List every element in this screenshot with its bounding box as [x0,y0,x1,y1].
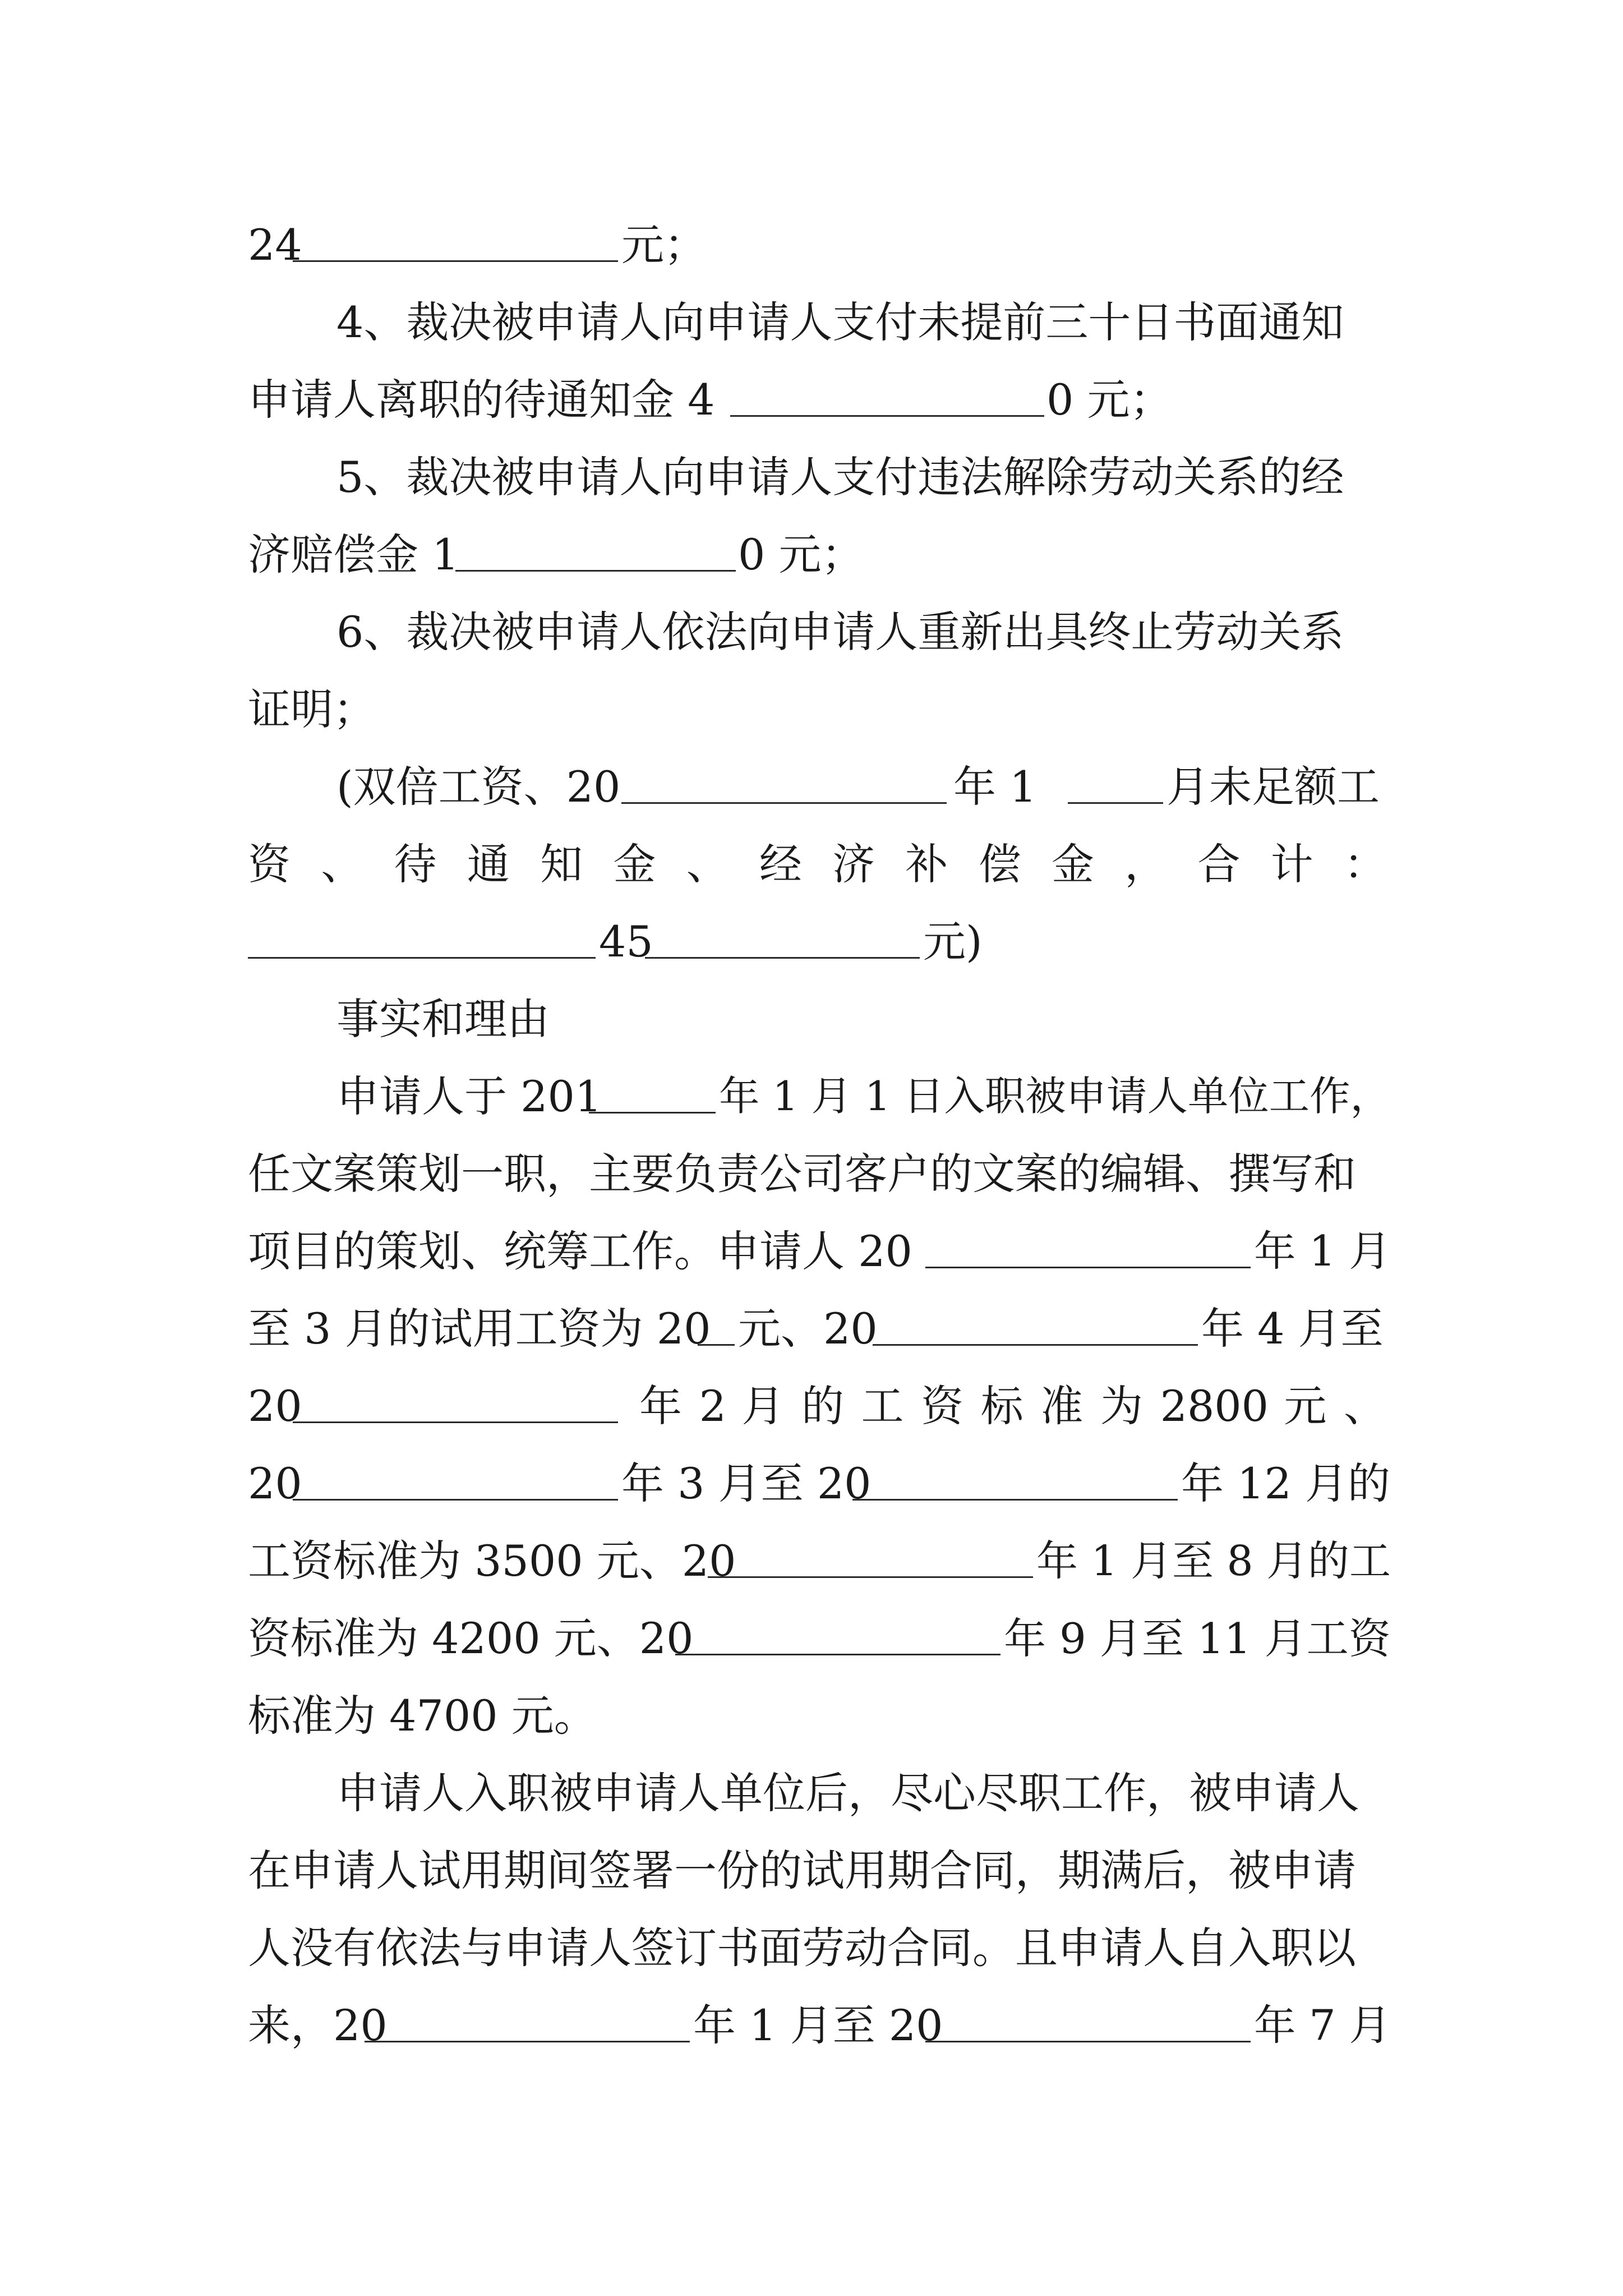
text-segment: (双倍工资、20 [336,762,621,812]
text-segment: 至 3 月的试用工资为 20 [248,1304,711,1354]
text-segment: 事实和理由 [336,994,550,1044]
text-line [0,441,1623,514]
text-line [0,1912,1623,1985]
text-line [0,1989,1623,2062]
text-line [0,1680,1623,1752]
text-line [0,1370,1623,1443]
text-line [0,1060,1623,1133]
text-line [0,1602,1623,1675]
text-segment: 元； [621,220,707,270]
text-segment: 年 4 月至 [1201,1304,1384,1354]
text-segment: 人没有依法与申请人签订书面劳动合同。且申请人自入职以 [248,1923,1356,1973]
text-line [0,209,1623,282]
text-line [0,1447,1623,1520]
text-segment: 年 3 月至 20 [621,1458,872,1508]
fill-in-blank [365,2041,690,2042]
text-line [0,828,1623,901]
text-line [0,1757,1623,1830]
text-line [0,1138,1623,1211]
text-line [0,286,1623,359]
text-segment: 申请人离职的待通知金 4 [248,375,715,425]
text-segment: 工资标准为 3500 元、20 [248,1536,736,1586]
text-line [0,364,1623,436]
text-line [0,673,1623,746]
text-segment: 年 9 月至 11 月工资 [1004,1614,1391,1663]
text-segment: 年 1 月至 8 月的工 [1036,1537,1391,1585]
text-segment: 标准为 4700 元。 [248,1691,597,1741]
fill-in-blank [645,957,920,959]
text-segment: 5、裁决被申请人向申请人支付违法解除劳动关系的经 [336,452,1344,502]
fill-in-blank [925,1267,1251,1268]
section-heading [0,983,1623,1056]
text-line [0,751,1623,823]
text-segment: 20 [248,1381,302,1431]
text-segment: 申请人于 201 [336,1071,602,1121]
text-segment: 在申请人试用期间签署一份的试用期合同，期满后，被申请 [248,1846,1356,1895]
text-segment: 6、裁决被申请人依法向申请人重新出具终止劳动关系 [336,607,1344,657]
fill-in-blank [852,1499,1178,1501]
text-segment: 年 1 月至 20 [693,2000,943,2050]
fill-in-blank [293,1421,618,1423]
text-line [0,905,1623,978]
text-segment: 45 [599,917,653,967]
text-segment: 0 元； [1046,375,1173,425]
text-line [0,518,1623,591]
text-segment: 20 [248,1458,302,1508]
text-segment: 资标准为 4200 元、20 [248,1613,694,1663]
text-segment: 元) [923,917,983,967]
text-line [0,1215,1623,1288]
fill-in-blank [698,1344,735,1346]
text-segment: 年 12 月的 [1181,1458,1391,1508]
fill-in-blank [873,1344,1198,1346]
text-segment: 年 1 [953,762,1037,812]
text-segment: 资 、 待 通 知 金 、 经 济 补 偿 金 ， 合 计 ： [248,839,1386,889]
fill-in-blank [248,957,596,959]
text-segment: 任文案策划一职，主要负责公司客户的文案的编辑、撰写和 [248,1149,1356,1199]
text-segment: 来，20 [248,2000,388,2050]
text-segment: 0 元； [738,530,864,579]
fill-in-blank [455,570,736,572]
fill-in-blank [589,1112,716,1114]
text-segment: 元、20 [738,1304,878,1354]
fill-in-blank [675,1654,1000,1655]
text-segment: 月未足额工 [1166,762,1380,812]
fill-in-blank [621,802,947,804]
text-line [0,1525,1623,1598]
text-line [0,1292,1623,1365]
text-segment: 申请人入职被申请人单位后，尽心尽职工作，被申请人 [336,1768,1359,1818]
fill-in-blank [293,1499,618,1501]
text-segment: 年 1 月 [1254,1227,1391,1276]
text-segment: 年 2 月 的 工 资 标 准 为 2800 元 、 [639,1381,1386,1431]
fill-in-blank [708,1576,1033,1578]
fill-in-blank [925,2041,1251,2042]
text-line [0,596,1623,669]
text-segment: 项目的策划、统筹工作。申请人 20 [248,1226,912,1276]
fill-in-blank [1068,802,1163,804]
text-segment: 年 7 月 [1254,2001,1391,2050]
text-segment: 24 [248,220,302,270]
text-segment: 年 1 月 1 日入职被申请人单位工作， [719,1073,1391,1120]
text-segment: 4、裁决被申请人向申请人支付未提前三十日书面通知 [336,297,1344,347]
fill-in-blank [293,260,618,262]
text-segment: 证明； [248,684,376,734]
fill-in-blank [730,415,1044,417]
text-line [0,1834,1623,1907]
text-segment: 济赔偿金 1 [248,530,459,579]
